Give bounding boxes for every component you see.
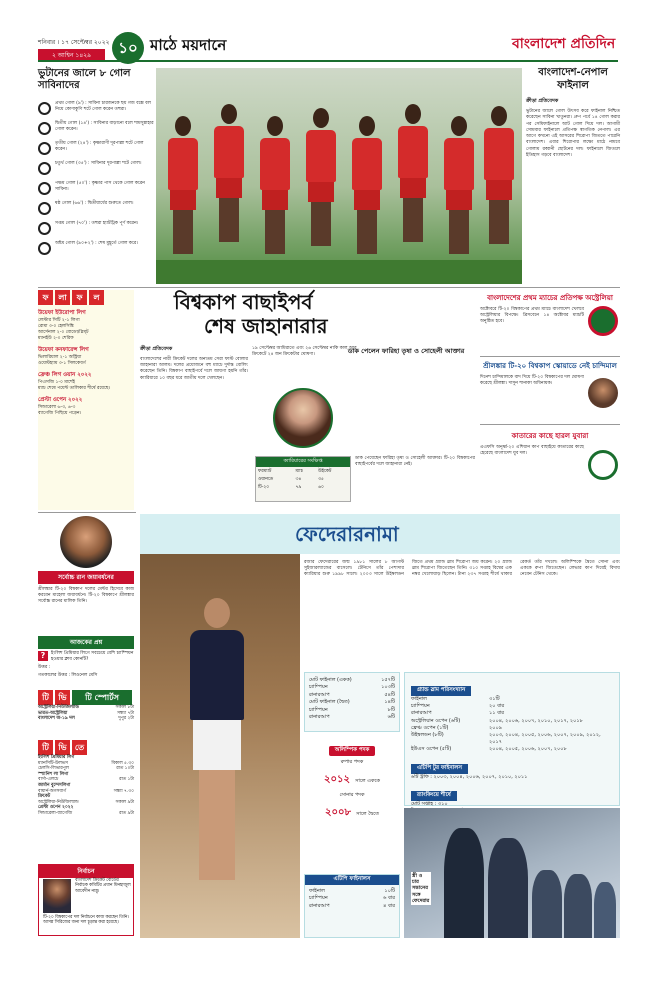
bhutan-goals-column — [38, 66, 156, 284]
federer-article: রজার ফেদেরারের জন্ম ১৯৮১ সালের ৮ আগস্ট সুইজারল্যান্ডের বাসেলে। টেনিসে তাঁর পেশাদার ক্যারিয়ার শুরু ১৯৯৮ সালে। ২০০৩ সালে উইম্বলডন জিতে প্রথম গ্র্যান্ড স্লাম শিরোপা জয় করেন। ২০ গ্র্যান্ড স্লাম শিরোপা জিতেছেন তিনি। ৩১০ সপ্তাহ বিশ্বের এক নম্বর খেলোয়াড় ছিলেন। টানা ২৩৭ সপ্তাহ শীর্ষে থাকার রেকর্ড তাঁর দখলে। অলিম্পিকে দ্বৈতে সোনা এবং এককে রুপা জিতেছেন। লেভার কাপ দিয়েই বিদায় নেবেন টেনিস থেকে। — [304, 560, 620, 578]
masthead — [0, 0, 650, 60]
career-table: ফরম্যাট ম্যাচ উইকেট ওয়ানডে ৩৪ ৩৫ টি-২০ ৭৯ ৬০ — [258, 468, 332, 490]
page-number: ১০ — [112, 32, 144, 64]
career-box: ক্যারিয়ারের সংক্ষিপ্ত ফরম্যাট ম্যাচ উইকেট ওয়ানডে ৩৪ ৩৫ টি-২০ ৭৯ ৬০ — [255, 456, 351, 502]
atp-finals-box: এটিপি ফাইনালস ফাইনাল ১০টি চ্যাম্পিয়ন ৬ বার রানারআপ ৪ বার — [304, 874, 400, 938]
results-tabs: ফ লা ফ ল — [38, 290, 134, 305]
football-icon — [38, 182, 51, 195]
final-headline: বাংলাদেশ-নেপাল ফাইনাল — [538, 67, 608, 91]
jahanara-headline: বিশ্বকাপ বাছাইপর্ব শেষ জাহানারার — [174, 290, 328, 338]
player-figure — [304, 108, 338, 258]
team-celebration-photo — [156, 68, 522, 284]
results-box — [38, 290, 134, 510]
bcb-emblem-icon — [588, 306, 618, 336]
football-icon — [38, 122, 51, 135]
section-title: মাঠে ময়দানে — [150, 36, 227, 54]
chandimal-photo — [588, 378, 618, 408]
goal-item: অষ্টম গোল (৯০+২') : শেষ মুহূর্তে গোল করে। — [38, 241, 156, 255]
goal-item: চতুর্থ গোল (৩৫') : সাবিনার দূরপাল্লা শটে গোল। — [38, 161, 156, 175]
result-group: উয়েফা কনফারেন্স লিগ ভিলারিয়াল ২-১ অস্ট্রিয়া ওয়েস্টহ্যাম ৩-১ সিলকেবর্গ — [38, 347, 89, 366]
result-group: উয়েফা ইউরোপা লিগ লেস্টার সিটি ২-১ লিগা রোমা ৩-০ হেলসিঙ্কি আর্সেনাল ২-০ বোডো/গ্লিম্ট ম্যানইউ ২-০ শেরিফ — [38, 310, 89, 341]
jahanara-article: ক্রীড়া প্রতিবেদক বাংলাদেশের নারী ক্রিকেট দলের অন্যতম সেরা ফাস্ট বোলার জাহানারা আলম। দলের প্রয়োজনে বহু ম্যাচে দুর্দান্ত বোলিং করেছেন তিনি। বিশ্বকাপ বাছাইপর্বে দলে জায়গা হয়নি তাঁর। ক্যারিয়ারে ১০ বছর ধরে জাতীয় দলে খেলছেন। — [140, 346, 248, 381]
squad-article: ডাক পেয়েছেন ফারিহা তৃষা ও সোহেলী আক্তার। টি-২০ বিশ্বকাপের বাছাইপর্বের দলে জাহানারা নেই। — [355, 456, 475, 467]
tv-schedule-1: টি ভি টি স্পোর্টস অস্ট্রেলিয়া-নিউজিল্যান্ড সকাল ৮টা ভারত-অস্ট্রেলিয়া সন্ধ্যা ৭টা বাংলাদেশ অ-১৯ দল দুপুর ২টা — [38, 690, 134, 722]
bff-emblem-icon — [588, 450, 618, 480]
jahanara-portrait — [255, 388, 351, 454]
srilanka-block: শ্রীলঙ্কার টি-২০ বিশ্বকাপ স্কোয়াডে নেই চান্দিমাল দিনেশ চান্দিমালকে বাদ দিয়ে টি-২০ বিশ্বকাপের দল ঘোষণা করেছে শ্রীলঙ্কা। দাসুন শানাকা অধিনায়ক। — [480, 360, 620, 418]
goal-item: দ্বিতীয় গোল (১৪') : সাবিনার বাড়ানো বলে শামসুন্নাহার গোল করেন। — [38, 121, 156, 135]
goal-item: প্রথম গোল (৯') : সাবিনা চারজনকে ছয় গজ বক্সে বল নিয়ে কোণাকুণি শটে গোল করেন তহুরা। — [38, 101, 156, 115]
question-icon: ? — [38, 651, 48, 661]
goal-item: সপ্তম গোল (৭০') : তহুরা হ্যাটট্রিক পূর্ণ করেন। — [38, 221, 156, 235]
football-icon — [38, 222, 51, 235]
divider — [38, 287, 620, 288]
selector-photo — [43, 879, 71, 913]
australia-block: বাংলাদেশের প্রথম ম্যাচের প্রতিপক্ষ অস্ট্রেলিয়া অক্টোবরে টি-২০ বিশ্বকাপের প্রথম ম্যাচে বাংলাদেশ খেলবে অস্ট্রেলিয়ার বিপক্ষে। ব্রিসবেনে ১৪ অক্টোবর ম্যাচটি অনুষ্ঠিত হবে। — [480, 292, 620, 352]
federer-photo — [140, 554, 300, 938]
tv-schedule-2: টি ভি তে ইংলিশ প্রিমিয়ার লিগ ম্যানসিটি-উলভস বিকাল ৫.৩০ চেলসি-লিভারপুল রাত ১০টা স্প্যানিশ লা লিগা বার্সা-এলচে রাত ১টা জার্মান বুন্দেসলিগা বায়ার্ন-অগসবার্গ সন্ধ্যা ৭.৩০ ক্রিকেট অস্ট্রেলিয়া-নিউজিল্যান্ড সকাল ৯টা প্রেস্টা ওপেন ২০২২ সিন্ডারেলা-ব্যাগেজি রাত ৯টা — [38, 740, 134, 817]
player-figure — [212, 104, 246, 254]
player-figure — [258, 116, 292, 266]
goal-item: তৃতীয় গোল (২৪') : কৃষ্ণারাণী দূরপাল্লা শটে গোল করেন। — [38, 141, 156, 155]
player-figure — [482, 106, 516, 256]
squad-note: ১৯ সেপ্টেম্বর আমিরাতে এবং ২৬ সেপ্টেম্বর নাকি কাল আর ক্রিকেটে ২৪ জন ক্রিকেটার ঘোষণা। — [252, 346, 357, 357]
player-figure — [442, 116, 476, 266]
newspaper-logo: বাংলাদেশ প্রতিদিন — [512, 36, 616, 52]
photo-caption: স্ত্রী ও চার সন্তানের সঙ্গে ফেদেরার — [412, 873, 430, 904]
masthead-rule — [38, 60, 618, 62]
dropline: ডাক পেলেন ফারিহা তৃষা ও সোহেলী আক্তার — [347, 347, 465, 355]
goal-item: ষষ্ঠ গোল (৬৬') : দ্বিতীয়ার্ধের শুরুতে গোল। — [38, 201, 156, 215]
football-icon — [38, 142, 51, 155]
football-icon — [38, 102, 51, 115]
qatar-block: কাতারের কাছে হারল যুবারা এএফসি অনূর্ধ্ব-২০ এশিয়ান কাপ বাছাইয়ে কাতারের কাছে হেরেছে বাংলাদেশ যুব দল। — [480, 430, 620, 506]
goal-item: পঞ্চম গোল (৫০') : কৃষ্ণার পাস থেকে গোল করেন সাবিনা। — [38, 181, 156, 195]
football-icon — [38, 202, 51, 215]
article-body: ভুটানের জালে গোল উৎসব করে ফাইনাল নিশ্চিত করেছেন সাবিনা খাতুনরা। গ্রুপ পর্বে ১৪ গোল করার পর সেমিফাইনালে আট গোল দিয়ে দল। আগামী সোমবার ফাইনালে প্রতিপক্ষ স্বাগতিক নেপাল। এর আগে কখনো এই আসরের শিরোপা জিততে পারেনি বাংলাদেশ। এবার শিরোপার লক্ষ্যে মাঠে নামবে গোলাম রব্বানী ছোটনের দল। ফাইনালে জিতলে ইতিহাস গড়বে বাংলাদেশ। — [526, 109, 620, 159]
federer-title: ফেদেরারনামা — [295, 522, 399, 546]
federer-family-photo — [404, 808, 620, 938]
byline: ক্রীড়া প্রতিবেদক — [526, 98, 559, 104]
player-figure — [350, 116, 384, 266]
result-group: ফ্রেঞ্চ লিগ ওয়ান ২০২২ পিএসজি ১-০ মার্শেই ম্যাচ শেষে পয়েন্ট তালিকার শীর্ষে রয়েছে। — [38, 372, 111, 391]
player-figure — [396, 104, 430, 254]
jayawardene-photo — [60, 516, 112, 568]
football-icon — [38, 162, 51, 175]
football-icon — [38, 242, 51, 255]
result-group: প্রেস্টা ওপেন ২০২২ সিন্ডারেলা ৬-৩, ৬-৩ ব্যাগেজি পিছিয়ে পড়েন। — [38, 397, 83, 416]
olympic-medals: অলিম্পিক পদক রুপার পদক ২০১২ সালে এককে সোনার পদক ২০০৮ সালে দ্বৈতে — [324, 747, 380, 818]
jayawardene-block: সর্বোচ্চ রান জয়াবর্ধনের শ্রীলঙ্কার টি-২০ বিশ্বকাপ দলের মেন্টর হিসেবে কাজ করবেন মাহেলা জয়াবর্ধনে। টি-২০ বিশ্বকাপে শ্রীলঙ্কার সর্বোচ্চ রানের মালিক তিনি। — [38, 516, 134, 605]
selector-box: নির্বাচন বাংলাদেশ ক্রিকেট বোর্ডের নির্বাচক কমিটির প্রধান মিনহাজুল আবেদীন নান্নু। টি-২০ বিশ্বকাপের দল নির্বাচনে কাজ করছেন তিনি। আসন্ন সিরিজের জন্য দল চূড়ান্ত করা হয়েছে। — [38, 864, 134, 936]
issue-date-bangla: ২ আশ্বিন ১৪২৯ — [38, 49, 105, 62]
final-news-column — [526, 66, 620, 284]
grand-slam-stats: গ্র্যান্ড স্লাম পরিসংখ্যান ফাইনাল ৩১টি চ্যাম্পিয়ন ২০ বার রানারআপ ১১ বার অস্ট্রেলিয়ান ওপেন (৬টি) ২০০৪, ২০০৬, ২০০৭, ২০১০, ২০১৭, ২০১৮ ফ্রেঞ্চ ওপেন (১টি) ২০০৯ উইম্বলডন (৮টি) ২০০৩, ২০০৪, ২০০৫, ২০০৬, ২০০৭, ২০০৯, ২০১২, ২০১৭ ইউএস ওপেন (৫টি) ২০০৪, ২০০৫, ২০০৬, ২০০৭, ২০০৮ এটিপি টুর ফাইনালস ৬টি ট্রফি : ২০০৩, ২০০৪, ২০০৬, ২০০৭, ২০১০, ২০১১ র‌্যাংকিংয়ে শীর্ষে মোট সপ্তাহ : ৩১০ — [404, 672, 620, 806]
bhutan-headline: ভুটানের জালে ৮ গোল সাবিনাদের — [38, 68, 131, 91]
federer-finals-stats: মোট ফাইনাল (একক) ১৫৭টি চ্যাম্পিয়ন ১০৩টি রানারআপ ৫৪টি মোট ফাইনাল (দ্বৈত) ১৪টি চ্যাম্পিয়ন ৮টি রানারআপ ৬টি — [304, 672, 400, 732]
player-figure — [166, 116, 200, 266]
quiz-box: আজকের প্রশ্ন ? ইংলিশ প্রিমিয়ার লিগে সবচেয়ে বেশি চ্যাম্পিয়ন হওয়ার ক্লাব কোনটি? উত্তর : গতকালের উত্তর : লিওনেল মেসি — [38, 636, 134, 676]
issue-date: শনিবার । ১৭ সেপ্টেম্বর ২০২২ — [38, 39, 110, 46]
